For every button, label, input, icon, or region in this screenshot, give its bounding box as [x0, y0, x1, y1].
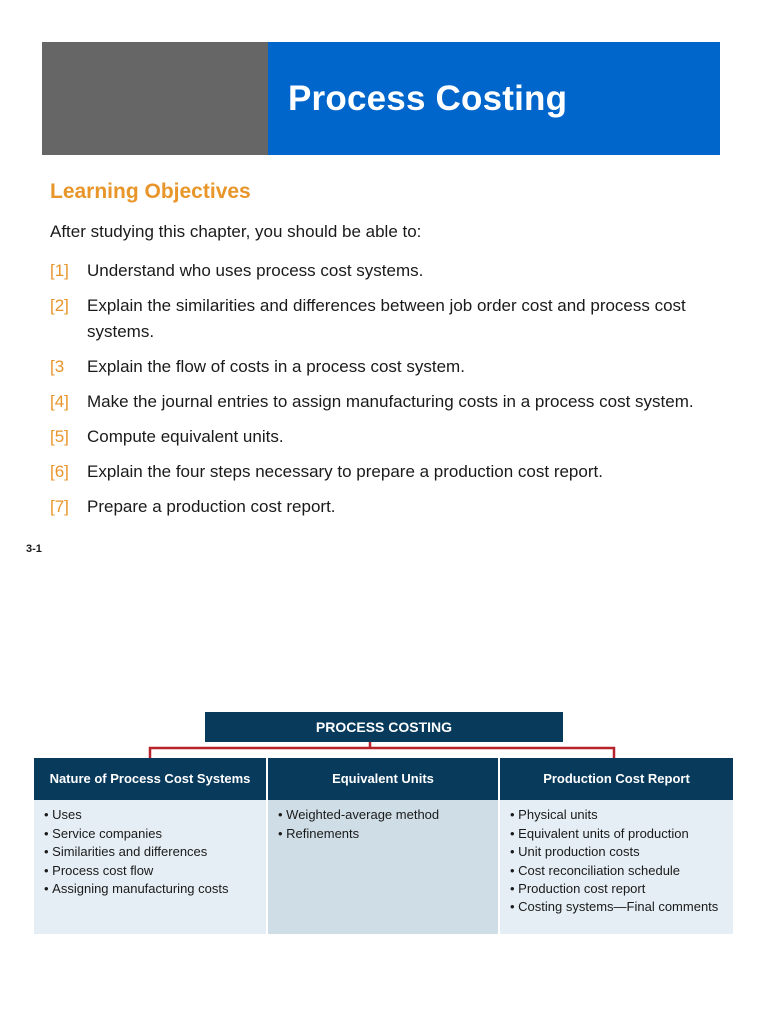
objective-number: [2] — [50, 296, 69, 315]
banner-gray-block — [42, 42, 268, 155]
objective-text: Make the journal entries to assign manufacturing costs in a process cost system. — [87, 392, 694, 411]
diagram-column-nature — [34, 758, 266, 934]
column-item: • Refinements — [278, 825, 488, 844]
column-body — [268, 800, 498, 934]
objective-text: Explain the flow of costs in a process cost system. — [87, 357, 465, 376]
objective-text: Compute equivalent units. — [87, 427, 284, 446]
diagram-column-equivalent-units — [268, 758, 498, 934]
column-item: • Unit production costs — [510, 843, 723, 862]
column-item: • Cost reconciliation schedule — [510, 862, 723, 881]
column-items — [278, 806, 488, 843]
column-body — [34, 800, 266, 934]
page-number: 3-1 — [26, 543, 42, 555]
objective-number: [3 — [50, 357, 65, 376]
column-item: • Physical units — [510, 806, 723, 825]
chapter-overview-diagram — [34, 712, 734, 938]
banner-blue-block — [268, 42, 720, 155]
objective-item — [50, 354, 750, 380]
diagram-column-production-cost-report — [500, 758, 733, 934]
objective-number: [1] — [50, 261, 69, 280]
objective-item — [50, 459, 750, 485]
column-body — [500, 800, 733, 934]
column-item: • Assigning manufacturing costs — [44, 880, 256, 899]
column-item: • Costing systems—Final comments — [510, 899, 723, 915]
column-heading: Equivalent Units — [268, 758, 498, 800]
column-item: • Service companies — [44, 825, 256, 844]
column-items — [44, 806, 256, 899]
objective-text: Understand who uses process cost systems. — [87, 261, 424, 280]
objective-number: [6] — [50, 462, 69, 481]
objective-item — [50, 424, 750, 450]
objective-item — [50, 293, 750, 345]
objective-text: Prepare a production cost report. — [87, 497, 336, 516]
column-item: • Weighted-average method — [278, 806, 488, 825]
objective-number: [5] — [50, 427, 69, 446]
column-item: • Similarities and differences — [44, 843, 256, 862]
learning-objectives-heading: Learning Objectives — [50, 180, 251, 203]
column-item: • Production cost report — [510, 880, 723, 899]
chapter-title: Process Costing — [288, 78, 568, 118]
column-item: • Equivalent units of production — [510, 825, 723, 844]
objective-number: [4] — [50, 392, 69, 411]
column-item: • Uses — [44, 806, 256, 825]
column-heading: Nature of Process Cost Systems — [34, 758, 266, 800]
objective-item — [50, 494, 750, 520]
objective-number: [7] — [50, 497, 69, 516]
objective-text: Explain the similarities and differences between job order cost and process cost systems. — [87, 296, 686, 341]
objectives-intro: After studying this chapter, you should be able to: — [50, 222, 422, 241]
column-item: • Process cost flow — [44, 862, 256, 881]
objective-text: Explain the four steps necessary to prepare a production cost report. — [87, 462, 603, 481]
chapter-banner — [42, 42, 720, 155]
column-heading: Production Cost Report — [500, 758, 733, 800]
diagram-root-node: PROCESS COSTING — [205, 712, 563, 742]
objectives-list — [50, 258, 750, 529]
column-items — [510, 806, 723, 915]
objective-item — [50, 258, 750, 284]
objective-item — [50, 389, 750, 415]
